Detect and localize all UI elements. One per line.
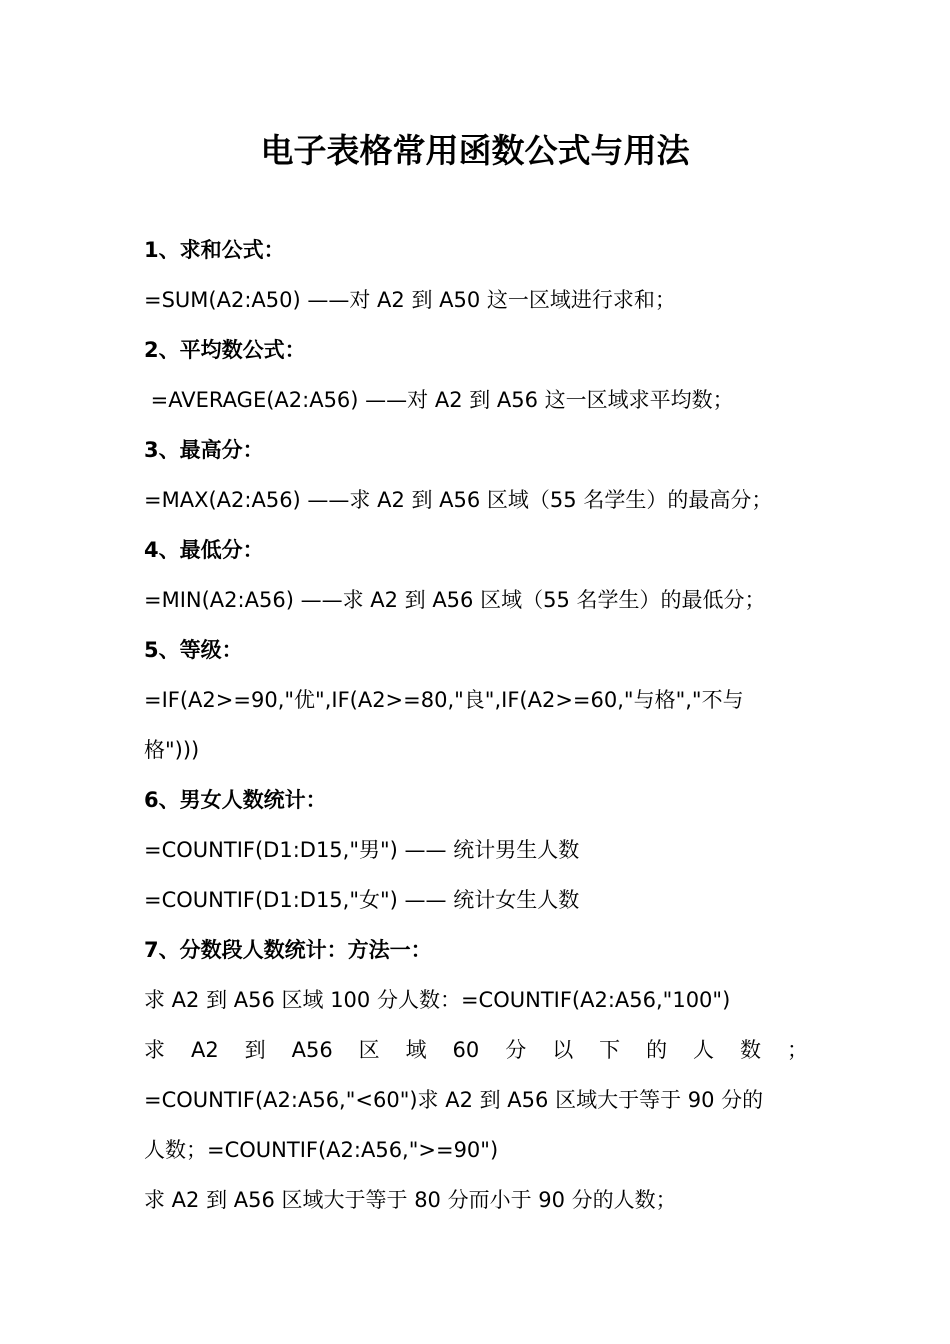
spaced-word: 人 [693, 1038, 715, 1062]
spaced-word: 数 [740, 1038, 761, 1062]
document-title: 电子表格常用函数公式与用法 [260, 131, 690, 170]
formula-count-100: 求 A2 到 A56 区域 100 分人数：=COUNTIF(A2:A56,"100") [144, 988, 731, 1012]
spaced-word: ； [786, 1038, 808, 1062]
spaced-word: A2 [190, 1038, 219, 1062]
text-count-80-to-90: 求 A2 到 A56 区域大于等于 80 分而小于 90 分的人数； [144, 1188, 677, 1212]
spaced-word: 下 [599, 1038, 621, 1062]
formula-max: =MAX(A2:A56) ——求 A2 到 A56 区域（55 名学生）的最高分； [144, 488, 773, 512]
formula-count-male: =COUNTIF(D1:D15,"男") —— 统计男生人数 [144, 838, 580, 862]
formula-count-female: =COUNTIF(D1:D15,"女") —— 统计女生人数 [144, 888, 580, 912]
formula-count-above-90: 人数；=COUNTIF(A2:A56,">=90") [144, 1138, 499, 1162]
section-heading-score-range: 7、分数段人数统计：方法一： [144, 938, 432, 962]
spaced-word: 到 [244, 1038, 266, 1062]
spaced-word: A56 [291, 1038, 333, 1062]
formula-min: =MIN(A2:A56) ——求 A2 到 A56 区域（55 名学生）的最低分； [144, 588, 766, 612]
section-heading-min: 4、最低分： [144, 538, 264, 562]
formula-count-below-60: =COUNTIF(A2:A56,"<60")求 A2 到 A56 区域大于等于 90 分的 [144, 1088, 764, 1112]
formula-grade-line-1: =IF(A2>=90,"优",IF(A2>=80,"良",IF(A2>=60,"与格","不与 [144, 688, 744, 712]
section-heading-max: 3、最高分： [144, 438, 264, 462]
spaced-text-line [144, 1025, 808, 1075]
spaced-word: 60 [452, 1038, 480, 1062]
formula-average: =AVERAGE(A2:A56) ——对 A2 到 A56 这一区域求平均数； [144, 388, 734, 412]
document-body [144, 225, 808, 1225]
spaced-word: 分 [505, 1038, 527, 1062]
formula-grade-line-2: 格"))) [144, 738, 200, 762]
spaced-word: 以 [552, 1038, 574, 1062]
spaced-word: 的 [646, 1038, 668, 1062]
section-heading-average: 2、平均数公式： [144, 338, 306, 362]
spaced-word: 求 [144, 1038, 165, 1062]
section-heading-gender-count: 6、男女人数统计： [144, 788, 327, 812]
section-heading-grade: 5、等级： [144, 638, 243, 662]
spaced-word: 域 [405, 1038, 427, 1062]
section-heading-sum: 1、求和公式： [144, 238, 285, 262]
spaced-word: 区 [358, 1038, 380, 1062]
formula-sum: =SUM(A2:A50) ——对 A2 到 A50 这一区域进行求和； [144, 288, 676, 312]
